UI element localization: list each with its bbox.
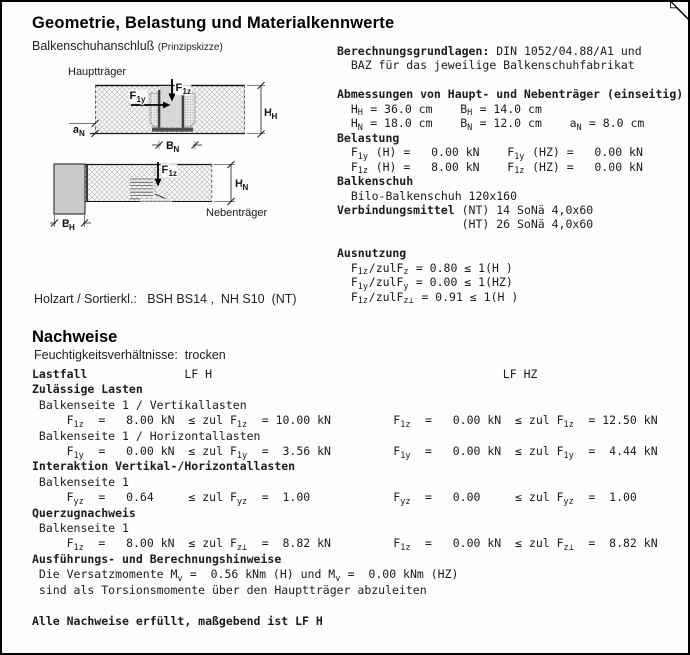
text-line: Balkenseite 1 / Vertikallasten — [32, 397, 247, 412]
text-line: Belastung — [337, 130, 400, 145]
f1z-side-label: F — [161, 164, 169, 176]
nebentraeger-side — [85, 164, 212, 202]
text-line: (HT) 26 SoNä 4,0x60 — [337, 217, 594, 232]
text-line: $F_{1z} = 8.00$ kN ≤ zul $F_{z\perp} = 8.82$ kN $F_{1z} = 0.00$ kN ≤ zul $F_{z\perp} = 8.82$ kN — [32, 536, 658, 554]
text-line: $F_{1z}/zulF_z = 0.80 \le 1(H$ ) — [337, 260, 513, 278]
page-corner-fold-icon — [663, 0, 690, 27]
subtitle-text: Balkenschuhanschluß — [32, 39, 155, 53]
nail-plate-left — [150, 93, 158, 127]
hn-label: H — [235, 178, 243, 190]
text-line — [32, 598, 658, 613]
page-title: Geometrie, Belastung und Materialkennwerte — [32, 14, 395, 32]
wood-type-line: Holzart / Sortierkl.: BSH BS14 , NH S10 (NT) — [34, 292, 297, 306]
subtitle-note: (Prinzipskizze) — [157, 42, 223, 53]
text-line: $F_{1z}$ (H) = 8.00 kN $F_{1z}$ (HZ) = 0.00 kN — [337, 159, 643, 177]
f1z-side-label-sub: 1z — [168, 169, 177, 179]
text-line: Alle Nachweise erfüllt, maßgebend ist LF H — [32, 613, 323, 628]
text-line: $H_H = 36.0$ cm $B_H = 14.0$ cm — [337, 101, 542, 119]
text-line: $F_{1y}/zulF_y = 0.00 \le 1(HZ)$ — [337, 275, 513, 292]
text-line: $H_N = 18.0$ cm $B_N = 12.0$ cm $a_N = 8.0$ cm — [337, 116, 645, 133]
text-line: Interaktion Vertikal-/Horizontallasten — [32, 459, 296, 474]
an-label: a — [73, 124, 80, 136]
hh-label: H — [264, 107, 272, 119]
text-line — [337, 232, 683, 246]
hauptraeger-label: Hauptträger — [68, 66, 127, 78]
bh-label: B — [62, 218, 70, 230]
text-line: Abmessungen von Haupt- und Nebenträger (einseitig) — [337, 87, 684, 102]
text-line: Balkenseite 1 — [32, 474, 129, 489]
text-line: sind als Torsionsmomente über den Hauptträger abzuleiten — [32, 582, 427, 597]
text-line: $F_{1z}/zulF_{z\perp} = 0.91 \le 1(H$ ) — [337, 289, 519, 307]
text-line: Berechnungsgrundlagen: DIN 1052/04.88/A1 und — [337, 44, 642, 58]
text-line: Verbindungsmittel (NT) 14 SoNä 4,0x60 — [337, 202, 594, 217]
text-line: BAZ für das jeweilige Balkenschuhfabrikat — [337, 58, 635, 73]
nebentraeger-label: Nebenträger — [206, 207, 268, 219]
page-subtitle — [32, 39, 223, 53]
bh-label-sub: H — [69, 223, 75, 232]
nachweise-block — [32, 367, 658, 629]
text-line: Zulässige Lasten — [32, 382, 143, 397]
hh-label-sub: H — [271, 112, 278, 121]
nail-rows — [130, 179, 153, 199]
nachweise-heading: Nachweise — [32, 328, 118, 346]
text-line: $F_{1z} = 8.00$ kN ≤ zul $F_{1z} = 10.00$ kN $F_{1z} = 0.00$ kN ≤ zul $F_{1z} = 12.50$ kN — [32, 413, 658, 430]
moisture-line: Feuchtigkeitsverhältnisse: trocken — [34, 347, 226, 362]
hauptraeger-side — [54, 164, 85, 214]
text-line: $F_{1y}$ (H) = 0.00 kN $F_{1y}$ (HZ) = 0.00 kN — [337, 145, 643, 162]
text-line: Lastfall LF H LF HZ — [32, 367, 538, 381]
bn-label: B — [166, 140, 174, 152]
text-line: Querzugnachweis — [32, 505, 136, 520]
an-label-sub: N — [79, 129, 85, 138]
f1y-label: F — [129, 90, 137, 102]
nail-plate-right — [184, 93, 195, 127]
text-line: Ausnutzung — [337, 246, 407, 261]
material-info-block — [337, 44, 684, 307]
text-line: Balkenseite 1 / Horizontallasten — [32, 428, 261, 443]
bn-label-sub: N — [173, 145, 180, 154]
hn-label-sub: N — [242, 183, 249, 192]
f1z-label: F — [175, 82, 183, 94]
text-line: Die Versatzmomente $M_v = 0.56$ kNm (H) und $M_v = 0.00$ kNm (HZ) — [32, 567, 459, 584]
text-line: Balkenseite 1 — [32, 521, 129, 536]
principle-sketch — [50, 60, 290, 250]
text-line — [337, 73, 683, 87]
f1y-label-sub: 1y — [136, 95, 146, 105]
text-line: Ausführungs- und Berechnungshinweise — [32, 551, 282, 566]
text-line: $F_{yz} = 0.64$ ≤ zul $F_{yz} = 1.00$ $F_{yz} = 0.00$ ≤ zul $F_{yz} = 1.00$ — [32, 490, 637, 507]
text-line: Bilo-Balkenschuh 120x160 — [337, 188, 518, 203]
text-line: $F_{1y} = 0.00$ kN ≤ zul $F_{1y} = 3.56$ kN $F_{1y} = 0.00$ kN ≤ zul $F_{1y} = 4.44$ kN — [32, 444, 658, 461]
f1z-label-sub: 1z — [182, 87, 191, 97]
text-line: Balkenschuh — [337, 174, 414, 189]
